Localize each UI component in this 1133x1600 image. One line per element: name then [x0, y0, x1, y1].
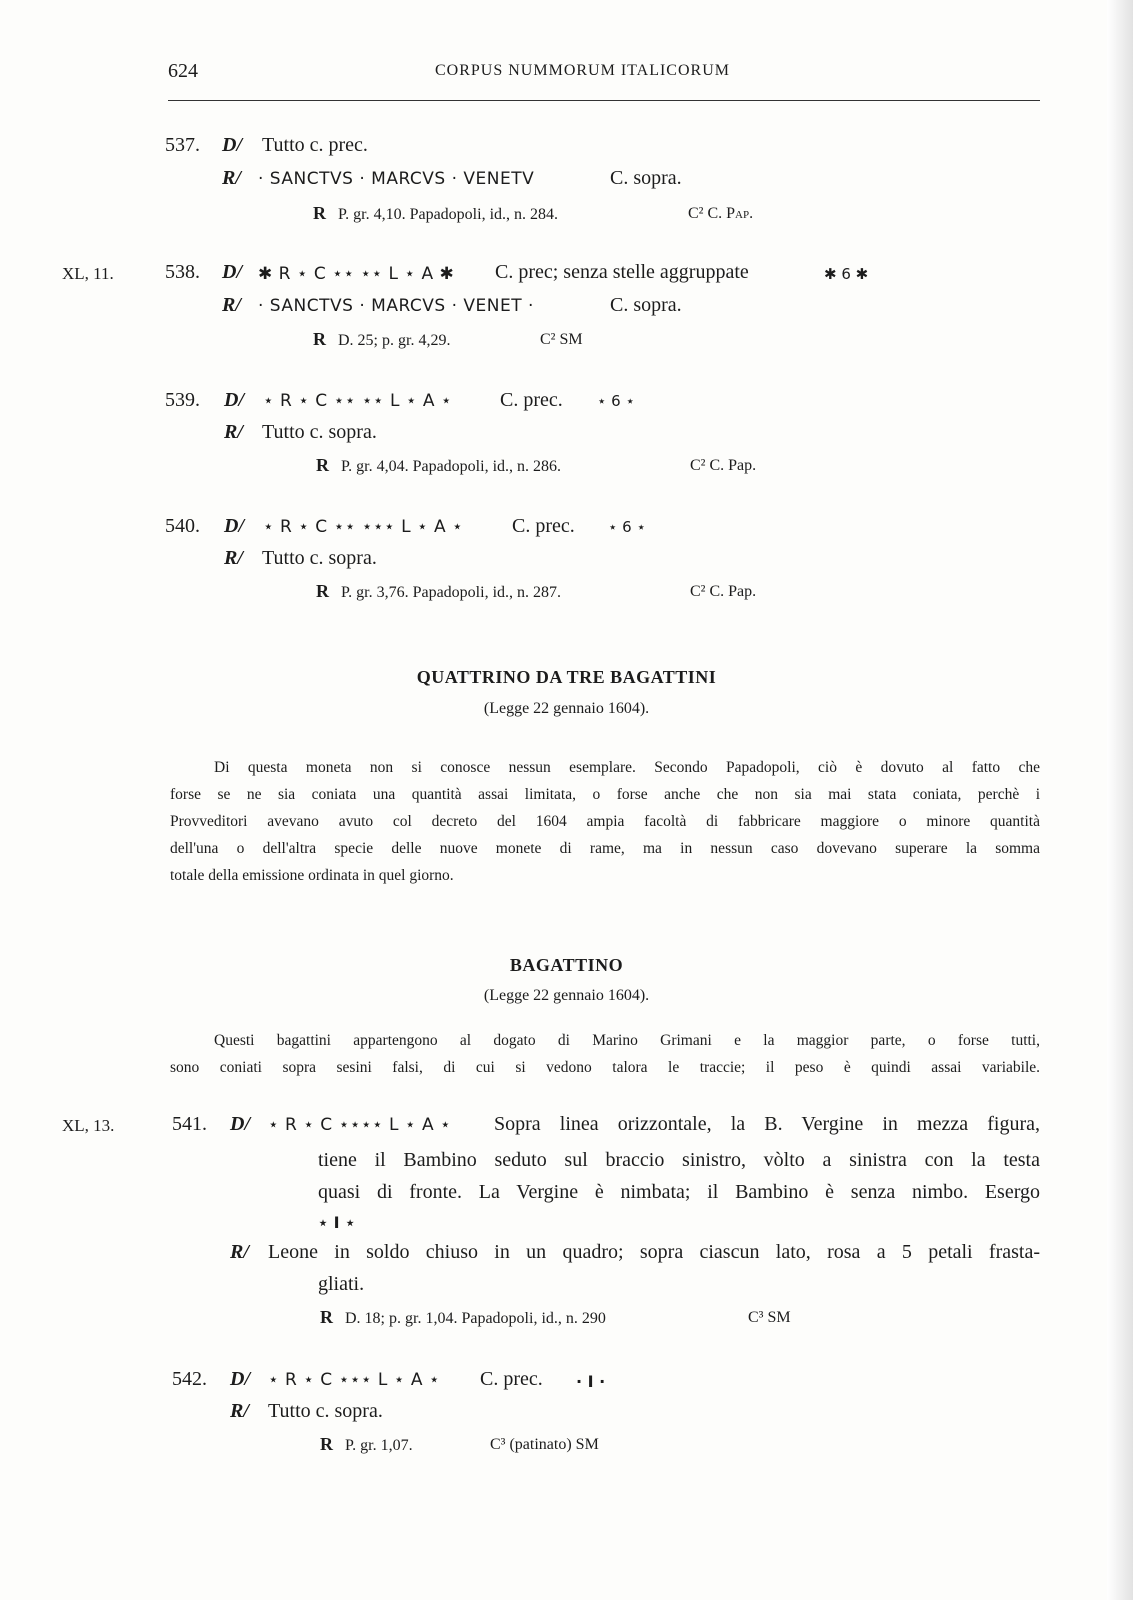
- plate-reference: XL, 11.: [62, 264, 114, 283]
- obverse-description: C. prec.: [480, 1368, 543, 1390]
- collections: C³ SM: [748, 1309, 791, 1326]
- paragraph-bagattino: [170, 1027, 1040, 1081]
- obverse-description-line: tiene il Bambino seduto sul braccio sinistro, vòlto a sinistra con la testa: [318, 1149, 1040, 1171]
- section-subtitle-quattrino: (Legge 22 gennaio 1604).: [483, 700, 650, 717]
- plate-reference: XL, 13.: [62, 1116, 115, 1135]
- obverse-legend: ⋆ R ⋆ C ⋆⋆ ⋆⋆ L ⋆ A ⋆: [263, 391, 453, 411]
- obverse-symbol: D/: [224, 515, 244, 537]
- entry-number: 540.: [165, 515, 200, 537]
- section-title-bagattino: BAGATTINO: [509, 955, 624, 975]
- section-title-quattrino: QUATTRINO DA TRE BAGATTINI: [416, 667, 717, 687]
- reference: D. 18; p. gr. 1,04. Papadopoli, id., n. 290: [345, 1310, 606, 1327]
- obverse-legend: ⋆ R ⋆ C ⋆⋆ ⋆⋆⋆ L ⋆ A ⋆: [263, 517, 464, 537]
- obverse-symbol: D/: [230, 1113, 250, 1135]
- paragraph-quattrino: [170, 754, 1040, 889]
- reverse-legend: · SANCTVS · MARCVS · VENETV: [258, 169, 535, 189]
- rarity: R: [316, 581, 329, 601]
- reference-line: [313, 203, 558, 224]
- obverse-description: [318, 1144, 1040, 1208]
- paragraph-line: Provveditori avevano avuto col decreto del 1604 ampia facoltà di fabbricare maggiore o minore quantità: [170, 813, 1040, 830]
- reference-line: [320, 1307, 606, 1328]
- collections: C³ (patinato) SM: [490, 1436, 599, 1453]
- rarity: R: [313, 329, 326, 349]
- reverse-description: Tutto c. sopra.: [268, 1400, 383, 1422]
- obverse-symbol: D/: [224, 389, 244, 411]
- entry-number: 537.: [165, 134, 200, 156]
- reference: P. gr. 3,76. Papadopoli, id., n. 287.: [341, 584, 562, 601]
- obverse-symbol: D/: [222, 261, 242, 283]
- rarity: R: [320, 1307, 333, 1327]
- obverse-description: C. prec.: [512, 515, 575, 537]
- reverse-symbol: R/: [224, 421, 243, 443]
- obverse-legend: ⋆ R ⋆ C ⋆⋆⋆ L ⋆ A ⋆: [268, 1370, 441, 1390]
- reverse-description-line: gliati.: [318, 1273, 365, 1295]
- obverse-description-line: quasi di fronte. La Vergine è nimbata; il Bambino è senza nimbo. Esergo: [318, 1181, 1040, 1203]
- paragraph-line: sono coniati sopra sesini falsi, di cui si vedono talora le traccie; il peso è quindi assai variabile.: [170, 1059, 1040, 1076]
- obverse-description-line: Sopra linea orizzontale, la B. Vergine in mezza figura,: [494, 1113, 1040, 1135]
- reference-line: [313, 329, 450, 350]
- reverse-symbol: R/: [230, 1400, 249, 1422]
- reverse-description: C. sopra.: [610, 167, 682, 189]
- page-edge-shadow: [1107, 0, 1133, 1600]
- paragraph-line: totale della emissione ordinata in quel giorno.: [170, 867, 454, 884]
- reference: D. 25; p. gr. 4,29.: [338, 332, 451, 349]
- page-number: 624: [168, 60, 198, 82]
- reverse-legend: · SANCTVS · MARCVS · VENET ·: [258, 296, 534, 316]
- entry-number: 539.: [165, 389, 200, 411]
- reverse-symbol: R/: [222, 167, 241, 189]
- reverse-symbol: R/: [224, 547, 243, 569]
- obverse-symbol: D/: [230, 1368, 250, 1390]
- exergue-mark: ⋆ I ⋆: [318, 1213, 356, 1232]
- obverse-symbol: D/: [222, 134, 242, 156]
- reference-line: [316, 581, 561, 602]
- obverse-legend: ✱ R ⋆ C ⋆⋆ ⋆⋆ L ⋆ A ✱: [258, 264, 455, 284]
- obverse-mark: ✱ 6 ✱: [824, 265, 869, 283]
- paragraph-line: forse se ne sia coniata una quantità assai limitata, o forse anche che non sia mai stata coniata, perchè i: [170, 786, 1040, 803]
- section-subtitle-bagattino: (Legge 22 gennaio 1604).: [483, 987, 650, 1004]
- reverse-symbol: R/: [230, 1241, 249, 1263]
- reference-line: [316, 455, 561, 476]
- reverse-description-line: Leone in soldo chiuso in un quadro; sopra ciascun lato, rosa a 5 petali frasta-: [268, 1241, 1040, 1263]
- obverse-description: C. prec; senza stelle aggruppate: [495, 261, 749, 283]
- obverse-description: Tutto c. prec.: [262, 134, 368, 156]
- reverse-symbol: R/: [222, 294, 241, 316]
- entry-number: 538.: [165, 261, 200, 283]
- collections: C² C. Pap.: [688, 205, 754, 222]
- running-title: CORPUS NUMMORUM ITALICORUM: [435, 62, 730, 79]
- reverse-description: C. sopra.: [610, 294, 682, 316]
- reference-line: [320, 1434, 413, 1455]
- rarity: R: [313, 203, 326, 223]
- reverse-description: Tutto c. sopra.: [262, 421, 377, 443]
- collections: C² SM: [540, 331, 583, 348]
- collections: C² C. Pap.: [690, 457, 757, 474]
- paragraph-line: Di questa moneta non si conosce nessun esemplare. Secondo Papadopoli, ciò è dovuto al fatto che: [214, 759, 1040, 776]
- reference: P. gr. 1,07.: [345, 1437, 413, 1454]
- obverse-mark: ⋆ 6 ⋆: [597, 392, 635, 410]
- reference: P. gr. 4,10. Papadopoli, id., n. 284.: [338, 206, 559, 223]
- collections: C² C. Pap.: [690, 583, 757, 600]
- rarity: R: [316, 455, 329, 475]
- paragraph-line: dell'una o dell'altra specie delle nuove monete di rame, ma in nessun caso dovevano superare la somma: [170, 840, 1040, 857]
- rarity: R: [320, 1434, 333, 1454]
- obverse-legend: ⋆ R ⋆ C ⋆⋆⋆⋆ L ⋆ A ⋆: [268, 1115, 452, 1135]
- header-rule: [168, 100, 1040, 101]
- obverse-description: C. prec.: [500, 389, 563, 411]
- entry-number: 541.: [172, 1113, 207, 1135]
- reference: P. gr. 4,04. Papadopoli, id., n. 286.: [341, 458, 562, 475]
- entry-number: 542.: [172, 1368, 207, 1390]
- reverse-description: Tutto c. sopra.: [262, 547, 377, 569]
- paragraph-line: Questi bagattini appartengono al dogato di Marino Grimani e la maggior parte, o forse tutti,: [214, 1032, 1040, 1049]
- obverse-mark: ⋆ 6 ⋆: [608, 518, 646, 536]
- obverse-mark: · I ·: [576, 1372, 606, 1391]
